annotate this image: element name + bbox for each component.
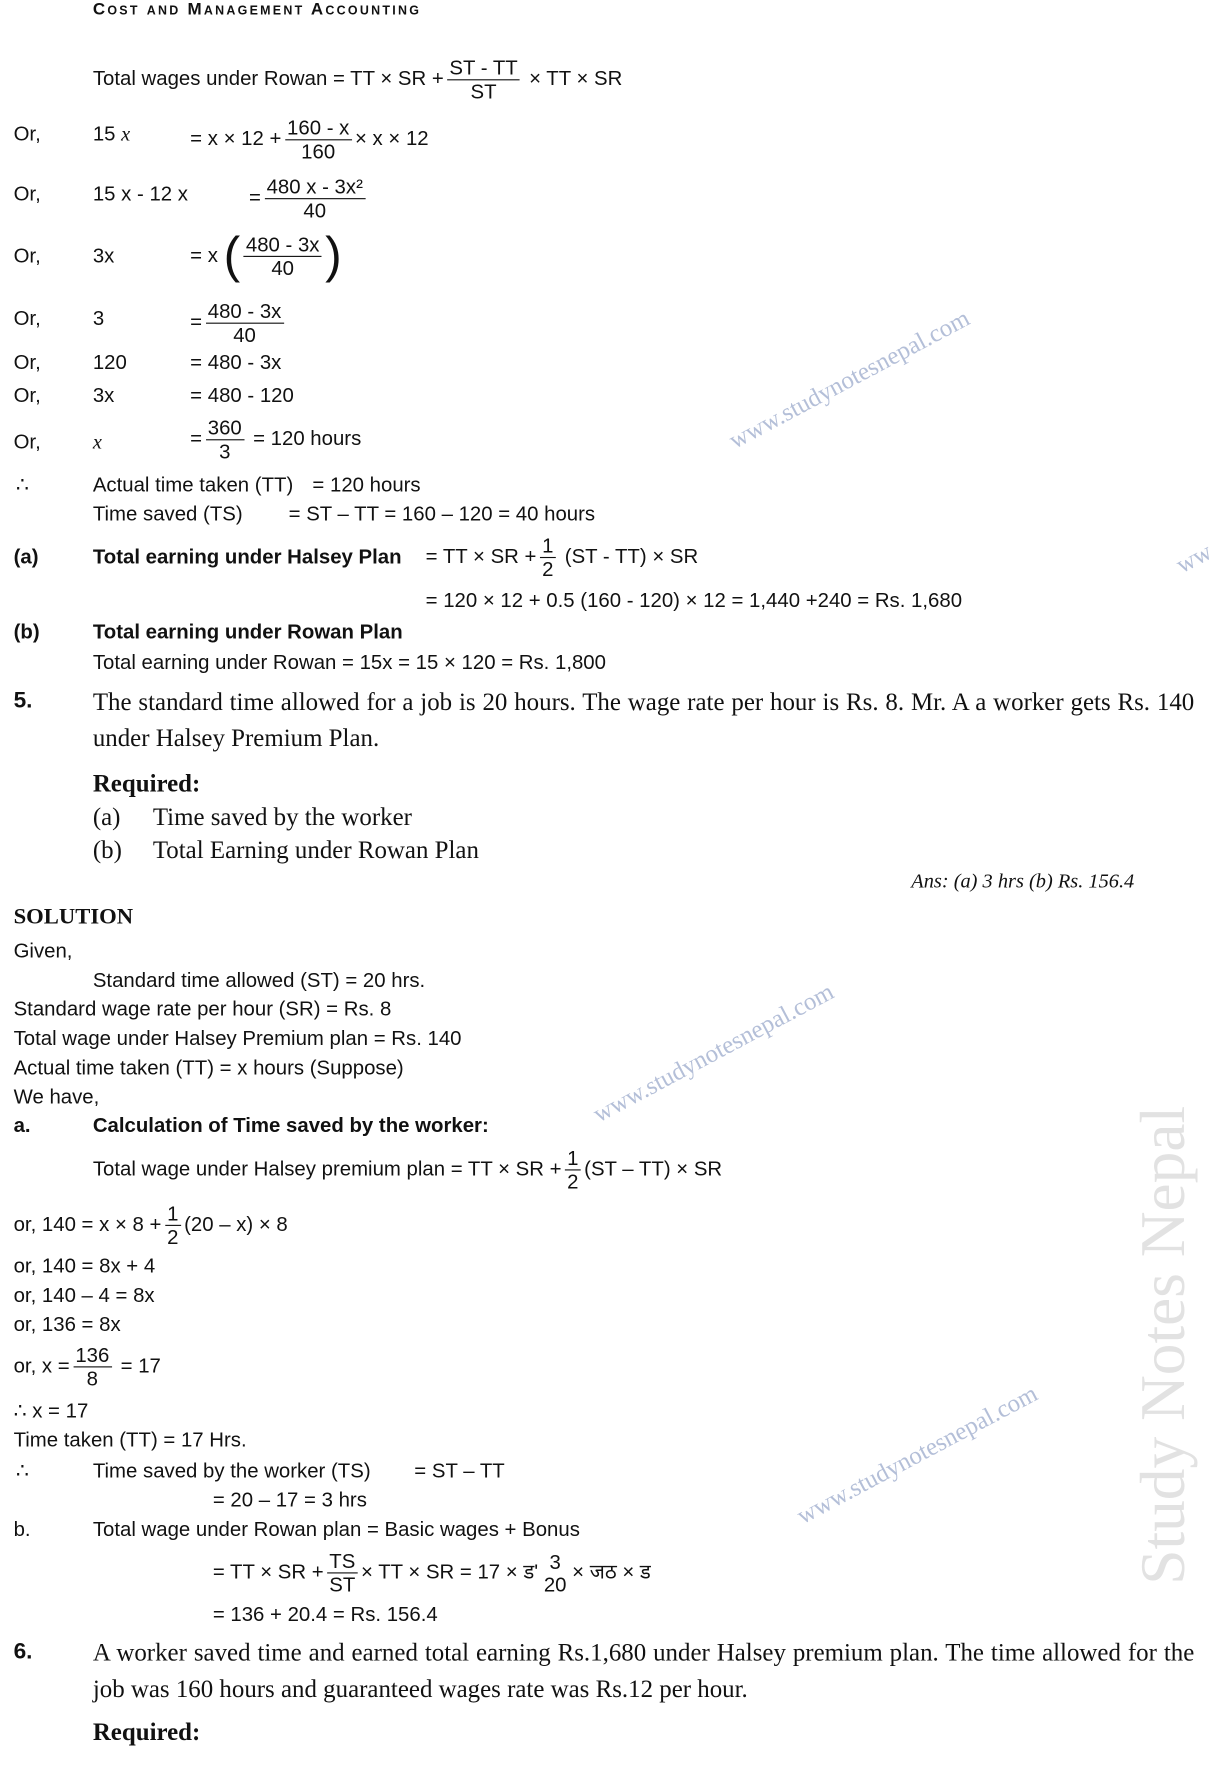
- numerator: 1: [165, 1202, 181, 1226]
- item-label: (b): [92, 835, 122, 864]
- watermark-url: ww: [1171, 536, 1216, 579]
- text: Total wage under Halsey premium plan = TT × SR +: [92, 1157, 562, 1180]
- text: Total wages under Rowan = TT × SR +: [92, 67, 444, 90]
- text: =: [190, 427, 203, 450]
- text: = ST – TT: [414, 1459, 505, 1482]
- denominator: 40: [233, 323, 256, 347]
- watermark-url: www.studynotesnepal.com: [723, 303, 974, 455]
- required-heading: Required:: [92, 1717, 201, 1746]
- denominator: ST: [470, 80, 497, 104]
- denominator: 40: [271, 256, 295, 280]
- text: (ST - TT) × SR: [564, 544, 699, 568]
- denominator: 8: [86, 1367, 98, 1391]
- numerator: 480 - 3x: [205, 300, 283, 324]
- text: = x × 12 +: [190, 127, 282, 150]
- text: (20 – x) × 8: [184, 1212, 288, 1236]
- denominator: 160: [301, 140, 336, 164]
- denominator: 2: [167, 1225, 179, 1249]
- denominator: 2: [542, 558, 554, 581]
- or-label: Or,: [13, 383, 41, 407]
- or-label: Or,: [13, 430, 41, 453]
- numerator: 136: [73, 1344, 112, 1368]
- text: = 120 × 12 + 0.5 (160 - 120) × 12 = 1,440 +240 = Rs. 1,680: [425, 588, 963, 612]
- text: = 17: [120, 1354, 161, 1377]
- answer-note: Ans: (a) 3 hrs (b) Rs. 156.4: [911, 869, 1135, 893]
- numerator: 160 - x: [285, 117, 352, 141]
- text: =: [249, 185, 261, 209]
- text: × TT × SR: [529, 67, 623, 90]
- watermark-url: www.studynotesnepal.com: [791, 1378, 1042, 1530]
- text: = x: [190, 243, 218, 267]
- item-text: Time saved by the worker: [152, 802, 412, 831]
- denominator: 2: [567, 1170, 579, 1194]
- item-label: (b): [13, 620, 40, 643]
- text: = 20 – 17 = 3 hrs: [212, 1488, 367, 1512]
- numerator: TS: [327, 1550, 358, 1574]
- numerator: 360: [205, 417, 244, 441]
- text: Total wage under Rowan plan = Basic wages + Bonus: [92, 1518, 580, 1541]
- denominator: 3: [219, 440, 231, 463]
- text: or, 140 = 8x + 4: [13, 1254, 156, 1277]
- text: × जठ × ड: [572, 1560, 651, 1583]
- document-page: Study Notes Nepal www.studynotesnepal.com www.studynotesnepal.com www.studynotesnepal.com ww Cost and Management Accounting Total wages under Rowan = TT × SR + $\frac{ST - TT}{ST}$ × TT × SR Or, 15 x = x × 12 + $\frac{160 - x}{160}$ × x × 12 Or, 15 x - 12 x = $\frac{\text{480 x - 3x²}}{40}$ Or, 3x = x ( $\frac{480 - 3x}{40}$ ) Or, 3 = $\frac{480 - 3x}{40}$ Or, 120 = 480 - 3x Or, 3x = 480 - 120 Or, x = $\frac{360}{3}$ = 120 hours ∴ Actual time taken (TT) = 120 hours Time saved (TS) = ST – TT = 160 – 120 = 40 hours (a) Total earning under Halsey Plan = TT × SR + $\frac{1}{2}$ (ST - TT) × SR = 120 × 12 + 0.5 (160 - 120) × 12 = 1,440 +240 = Rs. 1,680 (b) Total earning under Rowan Plan Total earning under Rowan = 15x = 15 × 120 = Rs. 1,800 5. The standard time allowed for a job is 20 hours. The wage rate per hour is Rs. 8. Mr. A a worker gets Rs. 140 under Halsey Premium Plan. Required: (a) Time saved by the worker (b) Total Earning under Rowan Plan Ans: (a) 3 hrs (b) Rs. 156.4 SOLUTION Given, Standard time allowed (ST) = 20 hrs. Standard wage rate per hour (SR) = Rs. 8 Total wage under Halsey Premium plan = Rs. 140 Actual time taken (TT) = x hours (Suppose) We have, a. Calculation of Time saved by the worker: Total wage under Halsey premium plan = TT × SR + $\frac{1}{2}$ (ST – TT) × SR or, 140 = x × 8 + $\frac{1}{2}$ (20 – x) × 8 or, 140 = 8x + 4 or, 140 – 4 = 8x or, 136 = 8x or, x = $\frac{136}{8}$ = 17 ∴ x = 17 Time taken (TT) = 17 Hrs. ∴ Time saved by the worker (TS) = ST – TT = 20 – 17 = 3 hrs b. Total wage under Rowan plan = Basic wages + Bonus = TT × SR + $\frac{TS}{ST}$ × TT × SR = 17 × ड' 3 20 × जठ × ड = 136 + 20.4 = Rs. 156.4 6. A worker saved time and earned total earning Rs.1,680 under Halsey premium plan. The time allowed for the job was 160 hours and guaranteed wages rate was Rs.12 per hour. Required:: [13, 0, 1216, 1746]
- text: = TT × SR +: [425, 544, 537, 568]
- therefore-symbol: ∴: [15, 473, 29, 496]
- numerator: 1: [540, 534, 556, 558]
- item-label: a.: [13, 1113, 31, 1137]
- question-number: 6.: [13, 1639, 33, 1665]
- solution-heading: SOLUTION: [13, 904, 134, 930]
- item-label: (a): [92, 802, 121, 831]
- numerator: 3: [549, 1550, 561, 1573]
- text: 3x: [92, 244, 115, 268]
- item-label: b.: [13, 1518, 31, 1541]
- question-text: The standard time allowed for a job is 20 hours. The wage rate per hour is Rs. 8. Mr. A a worker gets Rs. 140 under Halsey Premium Plan.: [92, 687, 1195, 752]
- subheading: Total earning under Rowan Plan: [92, 620, 403, 643]
- text: Total earning under Rowan = 15x = 15 × 120 = Rs. 1,800: [92, 650, 606, 674]
- or-label: Or,: [13, 122, 41, 145]
- item-label: (a): [13, 545, 39, 569]
- required-heading: Required:: [92, 768, 201, 797]
- text: = 120 hours: [253, 427, 362, 450]
- text: ∴ x = 17: [13, 1399, 89, 1422]
- text: Actual time taken (TT): [92, 473, 294, 496]
- subheading: Calculation of Time saved by the worker:: [92, 1113, 489, 1137]
- numerator: 1: [565, 1147, 581, 1171]
- denominator: 20: [543, 1572, 567, 1596]
- text: or, 140 = x × 8 +: [13, 1212, 162, 1236]
- denominator: ST: [329, 1573, 356, 1597]
- or-label: Or,: [13, 350, 41, 374]
- text: Given,: [13, 939, 73, 963]
- text: 15 x - 12 x: [92, 182, 188, 205]
- text: = 136 + 20.4 = Rs. 156.4: [212, 1602, 438, 1626]
- text: Actual time taken (TT) = x hours (Suppose): [13, 1056, 404, 1079]
- or-label: Or,: [13, 182, 41, 205]
- text: 3: [92, 306, 105, 330]
- text: Total wage under Halsey Premium plan = Rs. 140: [13, 1026, 462, 1050]
- numerator: ST - TT: [447, 57, 520, 81]
- text: Time saved (TS): [92, 502, 243, 526]
- denominator: 40: [303, 199, 327, 222]
- text: Time saved by the worker (TS): [92, 1459, 371, 1482]
- text: We have,: [13, 1085, 100, 1109]
- text: = 480 - 3x: [190, 350, 282, 374]
- text: 3x: [92, 383, 115, 407]
- text: Standard time allowed (ST) = 20 hrs.: [92, 968, 426, 992]
- text: 15: [92, 122, 116, 145]
- text: (ST – TT) × SR: [584, 1157, 723, 1180]
- or-label: Or,: [13, 306, 41, 330]
- text: =: [190, 310, 203, 334]
- question-text: A worker saved time and earned total earning Rs.1,680 under Halsey premium plan. The time allowed for the job was 160 hours and guaranteed wages rate was Rs.12 per hour.: [92, 1638, 1195, 1703]
- text: = 480 - 120: [190, 383, 294, 407]
- text: = TT × SR +: [212, 1560, 324, 1583]
- text: Time taken (TT) = 17 Hrs.: [13, 1428, 247, 1452]
- text: = ST – TT = 160 – 120 = 40 hours: [288, 502, 596, 526]
- watermark-url: www.studynotesnepal.com: [588, 976, 839, 1128]
- question-number: 5.: [13, 688, 33, 714]
- text: × TT × SR = 17 × ड': [361, 1560, 539, 1583]
- numerator: 480 - 3x: [244, 233, 322, 257]
- watermark: Study Notes Nepal: [1128, 1105, 1199, 1585]
- text: = 120 hours: [312, 473, 421, 496]
- item-text: Total Earning under Rowan Plan: [152, 835, 479, 864]
- therefore-symbol: ∴: [15, 1459, 29, 1482]
- text: or, x =: [13, 1354, 70, 1377]
- running-header: Cost and Management Accounting: [92, 0, 422, 20]
- or-label: Or,: [13, 244, 41, 268]
- text: 120: [92, 350, 127, 374]
- text: x: [92, 430, 102, 453]
- numerator: 480 x - 3x²: [264, 175, 365, 199]
- text: Standard wage rate per hour (SR) = Rs. 8: [13, 997, 392, 1020]
- text: or, 140 – 4 = 8x: [13, 1283, 155, 1307]
- subheading: Total earning under Halsey Plan: [92, 545, 402, 569]
- text: or, 136 = 8x: [13, 1313, 121, 1336]
- text: × x × 12: [354, 127, 429, 150]
